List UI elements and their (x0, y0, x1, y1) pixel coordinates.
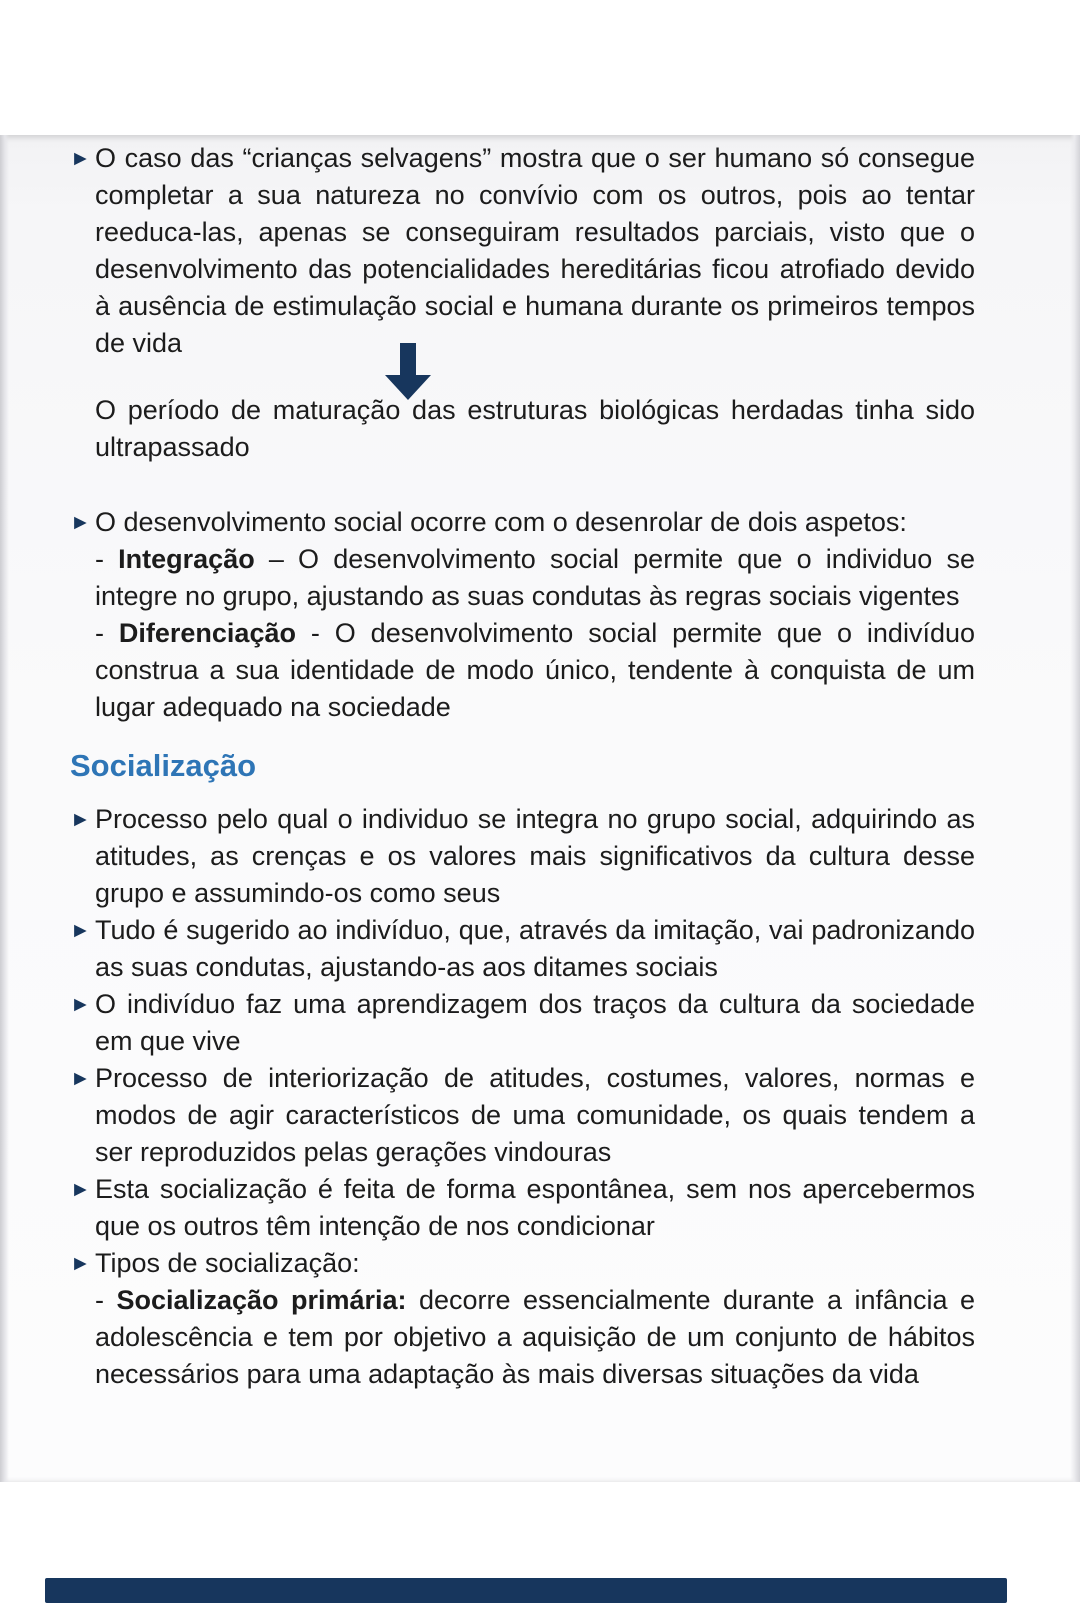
dash: - (95, 1285, 117, 1315)
triangle-bullet-icon: ► (70, 919, 91, 942)
arrow-down-icon (400, 343, 416, 375)
section-heading-socializacao: Socialização (70, 748, 257, 783)
bullet-text: Esta socialização é feita de forma espontânea, sem nos apercebermos que os outros têm intenção de nos condicionar (95, 1174, 975, 1241)
definition-text: - O desenvolvimento social permite que o indivíduo construa a sua identidade de modo único, tendente à conquista de um lugar adequado na sociedade (95, 618, 975, 722)
bullet-item-aprendizagem (70, 986, 975, 1060)
bullet-text: Tipos de socialização: (95, 1248, 360, 1278)
footer-bar (45, 1578, 1007, 1603)
sub-item-diferenciacao (70, 615, 975, 726)
triangle-bullet-icon: ► (70, 511, 91, 534)
bullet-text: O caso das “crianças selvagens” mostra que o ser humano só consegue completar a sua natureza no convívio com os outros, pois ao tentar reeduca-las, apenas se conseguiram resultados parciais, visto que o desenvolvimento das potencialidades hereditárias ficou atrofiado devido à ausência de estimulação social e humana durante os primeiros tempos de vida (95, 143, 975, 358)
bullet-text: Processo pelo qual o individuo se integra no grupo social, adquirindo as atitudes, as crenças e os valores mais significativos da cultura desse grupo e assumindo-os como seus (95, 804, 975, 908)
bullet-text: O indivíduo faz uma aprendizagem dos traços da cultura da sociedade em que vive (95, 989, 975, 1056)
triangle-bullet-icon: ► (70, 147, 91, 170)
term-diferenciacao: Diferenciação (118, 618, 296, 648)
triangle-bullet-icon: ► (70, 808, 91, 831)
arrow-connector-row (70, 362, 975, 392)
arrow-conclusion-paragraph: O período de maturação das estruturas biológicas herdadas tinha sido ultrapassado (95, 395, 975, 462)
triangle-bullet-icon: ► (70, 1178, 91, 1201)
bullet-text: Tudo é sugerido ao indivíduo, que, através da imitação, vai padronizando as suas condutas, ajustando-as aos ditames sociais (95, 915, 975, 982)
bullet-item-processo-integra (70, 801, 975, 912)
dash: - (95, 544, 119, 574)
triangle-bullet-icon: ► (70, 1067, 91, 1090)
notes-content (70, 140, 975, 1393)
bullet-item-espontanea (70, 1171, 975, 1245)
term-socializacao-primaria: Socialização primária: (116, 1285, 407, 1315)
triangle-bullet-icon: ► (70, 1252, 91, 1275)
dash: - (95, 618, 119, 648)
definition-text: – O desenvolvimento social permite que o individuo se integre no grupo, ajustando as suas condutas às regras sociais vigentes (95, 544, 975, 611)
sub-item-integracao (70, 541, 975, 615)
bullet-item-tudo-sugerido (70, 912, 975, 986)
bullet-item-wild-children (70, 140, 975, 362)
bullet-item-interiorizacao (70, 1060, 975, 1171)
triangle-bullet-icon: ► (70, 993, 91, 1016)
bullet-text: O desenvolvimento social ocorre com o desenrolar de dois aspetos: (95, 507, 907, 537)
sub-item-socializacao-primaria (70, 1282, 975, 1393)
definition-text: decorre essencialmente durante a infância e adolescência e tem por objetivo a aquisição de um conjunto de hábitos necessários para uma adaptação às mais diversas situações da vida (95, 1285, 976, 1389)
bullet-item-social-development (70, 504, 975, 541)
bullet-item-tipos (70, 1245, 975, 1282)
term-integracao: Integração (118, 544, 255, 574)
bullet-text: Processo de interiorização de atitudes, costumes, valores, normas e modos de agir característicos de uma comunidade, os quais tendem a ser reproduzidos pelas gerações vindouras (95, 1063, 975, 1167)
